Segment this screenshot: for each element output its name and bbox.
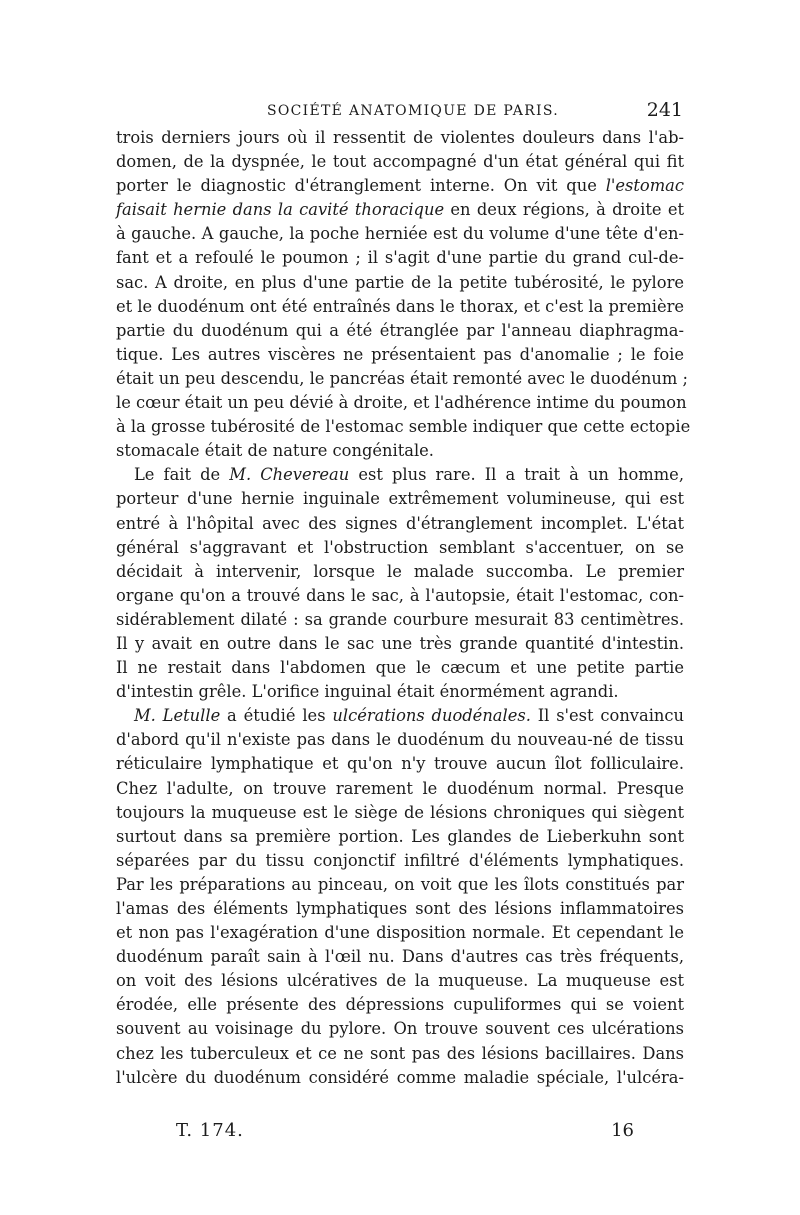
text-run: et non pas l'exagération d'une disposition normale. Et cependant le: [116, 923, 684, 943]
text-line: [116, 704, 684, 728]
text-run: séparées par du tissu conjonctif infiltré d'éléments lymphatiques.: [116, 850, 684, 870]
text-run: à gauche. A gauche, la poche herniée est du volume d'une tête d'en-: [116, 224, 684, 244]
page-footer: [116, 1120, 684, 1150]
body-text: [116, 126, 691, 1090]
italic-text: faisait hernie dans la cavité thoracique: [116, 200, 445, 220]
text-line: [116, 752, 684, 776]
page-number: 241: [646, 99, 683, 121]
text-run: général s'aggravant et l'obstruction semblant s'accentuer, on se: [116, 537, 684, 557]
italic-text: l'estomac: [605, 176, 684, 196]
text-line: [116, 945, 684, 969]
text-run: est plus rare. Il a trait à un homme,: [349, 465, 684, 485]
text-run: toujours la muqueuse est le siège de lésions chroniques qui siègent: [116, 802, 684, 822]
text-run: Par les préparations au pinceau, on voit que les îlots constitués par: [116, 874, 684, 894]
text-line: [116, 295, 684, 319]
text-line: [116, 801, 684, 825]
text-run: Chez l'adulte, on trouve rarement le duodénum normal. Presque: [116, 778, 684, 798]
text-line: [116, 1042, 684, 1066]
text-line: [116, 391, 687, 415]
text-line: [116, 825, 684, 849]
text-run: a étudié les: [220, 706, 333, 726]
text-line: [116, 174, 684, 198]
italic-text: M. Chevereau: [229, 465, 350, 485]
text-line: [116, 728, 684, 752]
text-run: Il s'est convaincu: [530, 706, 685, 726]
text-run: duodénum paraît sain à l'œil nu. Dans d'autres cas très fréquents,: [116, 947, 684, 967]
text-line: [116, 897, 684, 921]
text-run: stomacale était de nature congénitale.: [116, 441, 434, 461]
text-run: Il ne restait dans l'abdomen que le cæcum et une petite partie: [116, 658, 684, 678]
text-run: entré à l'hôpital avec des signes d'étranglement incomplet. L'état: [116, 513, 684, 533]
text-run: sidérablement dilaté : sa grande courbure mesurait 83 centimètres.: [116, 609, 684, 629]
text-run: sac. A droite, en plus d'une partie de la petite tubérosité, le pylore: [116, 272, 684, 292]
text-line: [116, 512, 684, 536]
text-run: fant et a refoulé le poumon ; il s'agit d'une partie du grand cul-de-: [116, 248, 684, 268]
text-line: [116, 343, 684, 367]
text-run: le cœur était un peu dévié à droite, et l'adhérence intime du poumon: [116, 393, 687, 413]
text-line: [116, 439, 684, 463]
text-run: on voit des lésions ulcératives de la muqueuse. La muqueuse est: [116, 971, 684, 991]
text-run: à la grosse tubérosité de l'estomac semble indiquer que cette ectopie: [116, 417, 691, 437]
text-run: l'ulcère du duodénum considéré comme maladie spéciale, l'ulcéra-: [116, 1067, 684, 1087]
text-run: et le duodénum ont été entraînés dans le thorax, et c'est la première: [116, 296, 685, 316]
text-run: porteur d'une hernie inguinale extrêmement volumineuse, qui est: [116, 489, 684, 509]
text-run: tique. Les autres viscères ne présentaient pas d'anomalie ; le foie: [116, 344, 684, 364]
text-line: [116, 222, 684, 246]
text-run: chez les tuberculeux et ce ne sont pas des lésions bacillaires. Dans: [116, 1043, 684, 1063]
text-line: [116, 584, 684, 608]
text-line: [116, 632, 684, 656]
running-head: [117, 99, 683, 127]
text-run: d'abord qu'il n'existe pas dans le duodénum du nouveau-né de tissu: [116, 730, 684, 750]
italic-text: M. Letulle: [134, 706, 221, 726]
text-line: [116, 463, 684, 487]
sheet-number: 16: [611, 1120, 634, 1141]
text-line: [116, 150, 684, 174]
text-run: trois derniers jours où il ressentit de violentes douleurs dans l'ab-: [116, 128, 684, 147]
text-line: [116, 271, 684, 295]
running-title: SOCIÉTÉ ANATOMIQUE DE PARIS.: [267, 103, 560, 119]
text-run: porter le diagnostic d'étranglement interne. On vit que: [116, 176, 606, 196]
text-run: érodée, elle présente des dépressions cupuliformes qui se voient: [116, 995, 684, 1015]
text-run: surtout dans sa première portion. Les glandes de Lieberkuhn sont: [116, 826, 684, 846]
text-line: [116, 126, 684, 150]
text-line: [116, 560, 684, 584]
text-line: [116, 1066, 684, 1090]
italic-text: ulcérations duodénales.: [332, 706, 531, 726]
text-line: [116, 873, 684, 897]
printer-signature-mark: T. 174.: [176, 1120, 244, 1141]
text-line: [116, 608, 684, 632]
text-line: [116, 415, 691, 439]
text-run: décidait à intervenir, lorsque le malade succomba. Le premier: [116, 561, 684, 581]
text-line: [116, 1017, 684, 1041]
text-line: [116, 319, 684, 343]
text-line: [116, 198, 684, 222]
text-run: était un peu descendu, le pancréas était remonté avec le duodénum ;: [116, 368, 688, 388]
text-line: [116, 536, 684, 560]
text-run: l'amas des éléments lymphatiques sont des lésions inflammatoires: [116, 899, 684, 918]
text-run: domen, de la dyspnée, le tout accompagné d'un état général qui fit: [116, 152, 684, 172]
text-line: [116, 367, 688, 391]
text-line: [116, 969, 684, 993]
text-run: en deux régions, à droite et: [444, 200, 684, 220]
text-run: d'intestin grêle. L'orifice inguinal était énormément agrandi.: [116, 682, 619, 702]
text-line: [116, 656, 684, 680]
text-line: [116, 680, 684, 704]
text-line: [116, 993, 684, 1017]
text-line: [116, 777, 684, 801]
text-run: partie du duodénum qui a été étranglée par l'anneau diaphragma-: [116, 320, 684, 340]
text-run: souvent au voisinage du pylore. On trouve souvent ces ulcérations: [116, 1019, 684, 1039]
text-run: Il y avait en outre dans le sac une très grande quantité d'intestin.: [116, 633, 684, 653]
text-line: [116, 849, 684, 873]
text-run: organe qu'on a trouvé dans le sac, à l'autopsie, était l'estomac, con-: [116, 585, 684, 605]
text-line: [116, 921, 684, 945]
text-run: réticulaire lymphatique et qu'on n'y trouve aucun îlot folliculaire.: [116, 754, 684, 774]
text-run: Le fait de: [134, 465, 230, 485]
text-line: [116, 487, 684, 511]
text-line: [116, 246, 684, 270]
